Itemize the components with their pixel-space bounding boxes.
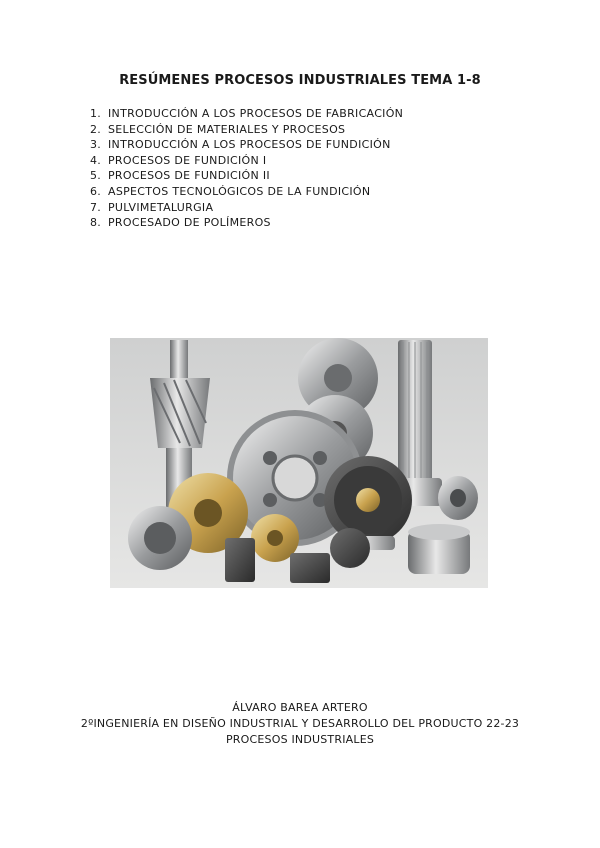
toc-label: ASPECTOS TECNOLÓGICOS DE LA FUNDICIÓN (108, 184, 371, 198)
toc-label: SELECCIÓN DE MATERIALES Y PROCESOS (108, 122, 346, 136)
toc-number: 6. (90, 184, 102, 198)
toc-number: 7. (90, 200, 102, 214)
toc-label: PROCESOS DE FUNDICIÓN II (108, 169, 270, 183)
toc-label: PROCESOS DE FUNDICIÓN I (108, 153, 267, 167)
toc-number: 1. (90, 107, 102, 120)
toc-label: PULVIMETALURGIA (108, 200, 214, 214)
toc-label: INTRODUCCIÓN A LOS PROCESOS DE FABRICACIÓN (108, 107, 404, 120)
gears-photo (110, 338, 488, 588)
toc-number: 2. (90, 122, 102, 136)
toc-item (90, 184, 530, 200)
course-line: 2ºINGENIERÍA EN DISEÑO INDUSTRIAL Y DESARROLLO DEL PRODUCTO 22-23 (80, 717, 520, 730)
toc-item (90, 168, 530, 184)
toc-item (90, 122, 530, 138)
toc-item (90, 215, 530, 231)
footer (0, 700, 600, 748)
toc-item (90, 137, 530, 153)
table-of-contents (90, 106, 530, 231)
toc-number: 3. (90, 138, 102, 152)
author-name: ÁLVARO BAREA ARTERO (232, 701, 368, 714)
subject-line: PROCESOS INDUSTRIALES (225, 733, 375, 746)
toc-number: 4. (90, 153, 102, 167)
toc-number: 5. (90, 169, 102, 183)
page-title: RESÚMENES PROCESOS INDUSTRIALES TEMA 1-8 (119, 73, 481, 88)
toc-label: PROCESADO DE POLÍMEROS (108, 216, 271, 230)
toc-number: 8. (90, 216, 102, 230)
toc-label: INTRODUCCIÓN A LOS PROCESOS DE FUNDICIÓN (108, 138, 391, 152)
gears-photo-icon (110, 338, 488, 588)
toc-item (90, 153, 530, 169)
toc-item (90, 200, 530, 216)
toc-item (90, 106, 530, 122)
